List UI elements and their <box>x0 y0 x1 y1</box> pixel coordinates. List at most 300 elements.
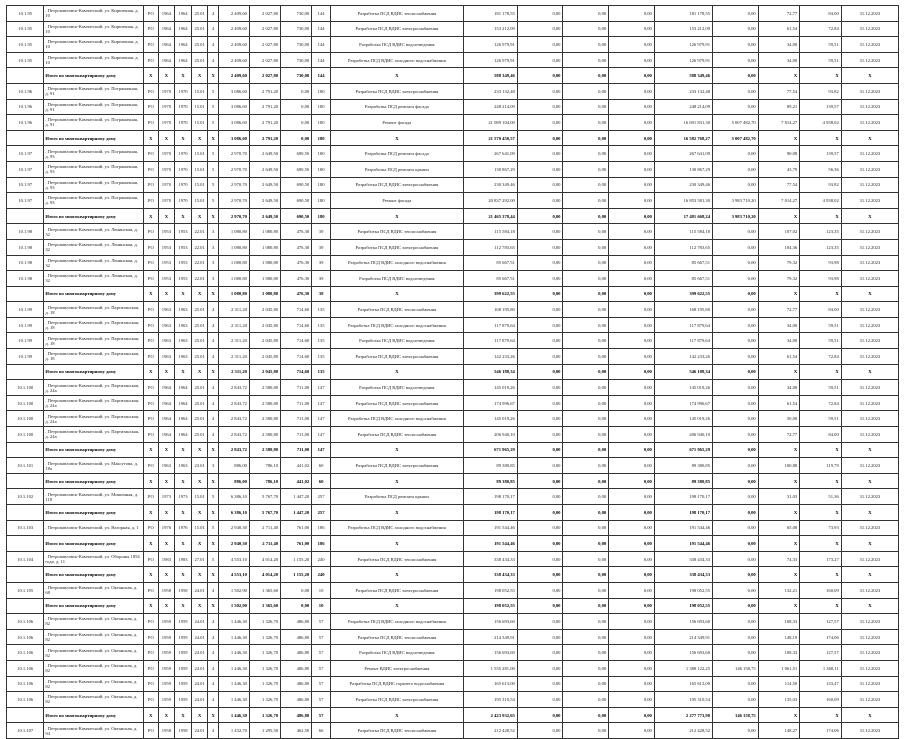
table-cell: 0,00 <box>517 37 563 53</box>
table-cell: 0,00 <box>563 208 609 224</box>
table-cell: 4 <box>208 614 218 630</box>
table-cell: 15.01 <box>191 161 208 177</box>
table-cell: 4 <box>208 349 218 365</box>
table-row <box>7 395 899 411</box>
table-cell: 1 446,30 <box>218 629 249 645</box>
table-cell: 2 580,80 <box>249 395 280 411</box>
table-cell: X <box>144 505 159 521</box>
table-cell: 1953 <box>158 271 175 287</box>
table-cell: 31.12.2023 <box>841 239 898 255</box>
table-cell: 0,00 <box>517 99 563 115</box>
table-cell: 0,00 <box>713 239 759 255</box>
table-cell: 31.12.2023 <box>841 115 898 131</box>
total-row <box>7 130 899 146</box>
table-cell: Разработка ПСД ВДИС электроснабжения <box>330 395 463 411</box>
table-cell: 0,00 <box>609 193 655 209</box>
table-cell: 59,51 <box>800 411 842 427</box>
table-cell: 61,54 <box>758 21 800 37</box>
table-cell: . Петропавловск-Камчатский, ул. Пограничная, д. 91 <box>44 115 144 131</box>
table-cell: 6 386,10 <box>218 489 249 505</box>
table-cell: Итого по многоквартирному дому <box>44 364 144 380</box>
table-cell: 0,00 <box>517 255 563 271</box>
table-cell: 198 170,17 <box>654 505 712 521</box>
table-row <box>7 161 899 177</box>
table-cell: 0,00 <box>713 83 759 99</box>
table-cell: 711,00 <box>281 380 312 396</box>
table-row <box>7 582 899 598</box>
table-cell: 486,80 <box>281 614 312 630</box>
total-row <box>7 598 899 614</box>
table-cell: Разработка ПСД ВДИС электроснабжения <box>330 177 463 193</box>
table-cell: 0,00 <box>713 567 759 583</box>
table-cell: 4 553,10 <box>218 551 249 567</box>
table-cell: 89 380,85 <box>463 473 517 489</box>
table-cell: 31.12.2023 <box>841 83 898 99</box>
table-cell: 198 052,55 <box>654 582 712 598</box>
table-cell: X <box>841 505 898 521</box>
table-cell: 59,51 <box>800 37 842 53</box>
table-cell: 690,50 <box>281 177 312 193</box>
table-cell: 0,00 <box>563 489 609 505</box>
table-cell: . Петропавловск-Камчатский, ул. Океанская, д. 82 <box>44 676 144 692</box>
table-cell: 198 170,17 <box>463 489 517 505</box>
table-cell: 17 481 668,24 <box>654 208 712 224</box>
table-cell: 0,00 <box>563 380 609 396</box>
table-cell: 144 <box>312 68 331 84</box>
table-cell: X <box>175 208 192 224</box>
table-cell <box>7 598 44 614</box>
table-cell: 0,00 <box>517 286 563 302</box>
table-cell: 0,00 <box>563 411 609 427</box>
table-cell: 0,00 <box>609 99 655 115</box>
table-cell: 2 027,80 <box>249 21 280 37</box>
table-cell: 1 326,70 <box>249 629 280 645</box>
table-cell: 10.1.100 <box>7 411 44 427</box>
table-cell: 180 <box>312 130 331 146</box>
table-cell: 23.01 <box>191 458 208 474</box>
table-cell: X <box>330 536 463 552</box>
table-cell: X <box>758 68 800 84</box>
table-cell: 15.01 <box>191 146 208 162</box>
table-cell: 1963 <box>175 302 192 318</box>
table-cell: РО <box>144 83 159 99</box>
table-cell: X <box>841 130 898 146</box>
table-cell: 25.01 <box>191 411 208 427</box>
table-cell: . Петропавловск-Камчатский, ул. Кирпичная, д. 10 <box>44 21 144 37</box>
table-cell: 3 <box>208 458 218 474</box>
table-cell: 0,00 <box>609 6 655 22</box>
table-cell: 10 <box>312 598 331 614</box>
table-cell: 3 086,60 <box>218 130 249 146</box>
table-cell: 2 311,20 <box>218 302 249 318</box>
table-cell: 5 <box>208 520 218 536</box>
table-cell: 61,54 <box>758 395 800 411</box>
table-cell: . Петропавловск-Камчатский, ул. Партизанская, д. 24а <box>44 427 144 443</box>
table-cell: 214 349,91 <box>463 629 517 645</box>
table-cell: 0,00 <box>713 99 759 115</box>
table-cell: 0,00 <box>609 458 655 474</box>
table-cell: 60 <box>312 458 331 474</box>
table-cell: 165 613,00 <box>654 676 712 692</box>
table-cell: . Петропавловск-Камчатский, ул. Партизанская, д. 24а <box>44 411 144 427</box>
table-cell: X <box>144 567 159 583</box>
table-cell: 0,00 <box>563 6 609 22</box>
table-cell: 1959 <box>175 629 192 645</box>
table-cell <box>7 567 44 583</box>
table-cell: 0,00 <box>713 692 759 708</box>
table-cell: 25.01 <box>191 37 208 53</box>
table-cell: 22.01 <box>191 271 208 287</box>
table-cell: 85 667,51 <box>463 271 517 287</box>
table-cell: 3 <box>208 255 218 271</box>
table-cell: . Петропавловск-Камчатский, ул. Пограничная, д. 93 <box>44 146 144 162</box>
table-cell: 15.01 <box>191 489 208 505</box>
table-cell: X <box>158 364 175 380</box>
table-cell: X <box>208 208 218 224</box>
table-cell: X <box>158 130 175 146</box>
table-cell: 1964 <box>158 411 175 427</box>
table-cell: 15.01 <box>191 193 208 209</box>
table-cell: Разработка ПСД ремонта фасада <box>330 146 463 162</box>
table-cell: 0,00 <box>517 161 563 177</box>
table-cell: 135 <box>312 333 331 349</box>
table-cell: 72,84 <box>800 21 842 37</box>
table-cell: 0,00 <box>713 551 759 567</box>
table-cell: 10.1.96 <box>7 99 44 115</box>
table-cell: 84,00 <box>800 302 842 318</box>
table-cell: 2 843,72 <box>218 380 249 396</box>
table-cell: 1 326,70 <box>249 614 280 630</box>
table-cell: 31.12.2023 <box>841 551 898 567</box>
table-cell: 79,32 <box>758 271 800 287</box>
table-cell: 34,00 <box>758 37 800 53</box>
table-cell: 142 233,26 <box>463 349 517 365</box>
table-cell: 2 045,80 <box>249 333 280 349</box>
table-cell: X <box>800 598 842 614</box>
table-cell: 126 979,91 <box>654 52 712 68</box>
table-cell: 191 544,46 <box>654 520 712 536</box>
table-cell: Разработка ПСД ВДИС холодного водоснабжения <box>330 255 463 271</box>
table-cell: 43,79 <box>758 161 800 177</box>
table-cell: 100,88 <box>758 458 800 474</box>
table-cell: X <box>208 536 218 552</box>
table-cell: 24.01 <box>191 723 208 739</box>
table-cell: 24.01 <box>191 676 208 692</box>
table-cell: 0,00 <box>517 208 563 224</box>
table-cell: X <box>800 208 842 224</box>
table-cell: 181 178,55 <box>463 6 517 22</box>
table-cell: 0,00 <box>517 567 563 583</box>
table-cell: 1 326,70 <box>249 676 280 692</box>
table-cell: Разработка ПСД ВДИС теплоснабжения <box>330 629 463 645</box>
table-cell: 0,00 <box>713 333 759 349</box>
table-cell: РО <box>144 676 159 692</box>
table-cell: 0,00 <box>281 582 312 598</box>
table-cell: 147 <box>312 427 331 443</box>
table-cell: 31.12.2023 <box>841 177 898 193</box>
table-cell: 690,50 <box>281 193 312 209</box>
table-cell: РО <box>144 520 159 536</box>
table-cell: 34,00 <box>758 317 800 333</box>
table-cell: 93,98 <box>800 271 842 287</box>
table-cell: 5 <box>208 177 218 193</box>
table-cell: 57 <box>312 660 331 676</box>
table-cell: Разработка ПСД ВДИС теплоснабжения <box>330 427 463 443</box>
table-cell: 714,60 <box>281 364 312 380</box>
table-cell: 2 311,20 <box>218 317 249 333</box>
table-cell: 0,00 <box>517 676 563 692</box>
total-row <box>7 286 899 302</box>
table-cell: 135 <box>312 317 331 333</box>
table-cell: X <box>175 473 192 489</box>
table-cell: 89 380,85 <box>654 473 712 489</box>
table-cell: 2 423 932,65 <box>463 707 517 723</box>
table-cell: 107,02 <box>758 224 800 240</box>
table-cell: 1 535 281,00 <box>463 660 517 676</box>
table-cell: X <box>175 130 192 146</box>
table-cell: 2 791,20 <box>249 115 280 131</box>
table-cell: 22.01 <box>191 239 208 255</box>
table-cell: X <box>330 473 463 489</box>
table-cell: РО <box>144 302 159 318</box>
table-cell: X <box>175 567 192 583</box>
table-row <box>7 224 899 240</box>
table-cell: . Петропавловск-Камчатский, ул. Кирпичная, д. 10 <box>44 37 144 53</box>
table-cell: 31.12.2023 <box>841 99 898 115</box>
table-cell: 1964 <box>175 411 192 427</box>
table-cell: РО <box>144 660 159 676</box>
table-cell <box>7 536 44 552</box>
table-cell: 0,00 <box>517 614 563 630</box>
table-row <box>7 193 899 209</box>
table-cell: 0,00 <box>517 364 563 380</box>
table-cell: 31.12.2023 <box>841 645 898 661</box>
table-row <box>7 177 899 193</box>
table-cell: . Петропавловск-Камчатский, ул. Пограничная, д. 93 <box>44 193 144 209</box>
table-cell: X <box>158 68 175 84</box>
table-row <box>7 427 899 443</box>
table-cell: 711,00 <box>281 442 312 458</box>
table-cell: 0,00 <box>563 645 609 661</box>
table-cell: 24.01 <box>191 692 208 708</box>
table-cell: 690,50 <box>281 161 312 177</box>
table-cell: 0,00 <box>713 395 759 411</box>
table-cell: 168 195,80 <box>463 302 517 318</box>
table-cell: 0,00 <box>517 723 563 739</box>
table-cell: 2 970,70 <box>218 208 249 224</box>
table-cell: 1970 <box>175 83 192 99</box>
table-cell: X <box>330 130 463 146</box>
table-cell: 10.1.100 <box>7 427 44 443</box>
table-cell: 16 582 768,27 <box>654 130 712 146</box>
table-cell: 112 783,65 <box>463 239 517 255</box>
table-cell: X <box>841 473 898 489</box>
table-cell: 1959 <box>158 676 175 692</box>
table-cell: РО <box>144 317 159 333</box>
table-cell: 0,00 <box>713 161 759 177</box>
table-cell: 0,00 <box>563 582 609 598</box>
table-cell: 0,00 <box>563 302 609 318</box>
table-cell: 0,00 <box>609 551 655 567</box>
table-cell: 206 940,10 <box>654 427 712 443</box>
table-cell: 0,00 <box>563 505 609 521</box>
table-cell: 0,00 <box>609 115 655 131</box>
table-cell: 59,51 <box>800 317 842 333</box>
table-cell: X <box>158 442 175 458</box>
table-cell: 2 311,20 <box>218 333 249 349</box>
table-cell: 50,00 <box>758 411 800 427</box>
table-cell: 0,00 <box>713 380 759 396</box>
table-cell: РО <box>144 146 159 162</box>
table-cell: 0,00 <box>517 271 563 287</box>
table-cell: 156 693,60 <box>654 645 712 661</box>
table-cell: 0,00 <box>563 707 609 723</box>
table-cell: 147 <box>312 380 331 396</box>
total-row <box>7 707 899 723</box>
table-cell: 267 641,09 <box>654 146 712 162</box>
table-cell: 2 409,60 <box>218 37 249 53</box>
table-cell: 2 649,50 <box>249 208 280 224</box>
table-cell: X <box>144 208 159 224</box>
table-cell: . Петропавловск-Камчатский, ул. Пограничная, д. 91 <box>44 83 144 99</box>
table-cell: 119,79 <box>800 458 842 474</box>
table-cell: 126 979,91 <box>654 37 712 53</box>
table-cell: 1973 <box>158 489 175 505</box>
table-cell: 0,00 <box>517 224 563 240</box>
table-cell: 135 <box>312 302 331 318</box>
table-row <box>7 676 899 692</box>
table-cell: 0,00 <box>713 349 759 365</box>
table-cell: 31.12.2023 <box>841 52 898 68</box>
table-cell: 0,00 <box>609 380 655 396</box>
table-cell: 1963 <box>158 302 175 318</box>
table-row <box>7 660 899 676</box>
table-cell: 2 649,50 <box>249 193 280 209</box>
table-cell: 2 649,50 <box>249 161 280 177</box>
table-cell: Разработка ПСД ВДИС теплоснабжения <box>330 6 463 22</box>
table-cell: 1963 <box>175 349 192 365</box>
table-cell: 127,57 <box>800 614 842 630</box>
table-cell: X <box>191 130 208 146</box>
table-cell: 10.1.103 <box>7 520 44 536</box>
table-cell: 21 089 104,00 <box>463 115 517 131</box>
table-cell: 5 007 482,70 <box>713 130 759 146</box>
document-page <box>6 5 899 739</box>
table-cell: X <box>191 707 208 723</box>
table-cell: 59,51 <box>800 52 842 68</box>
table-cell: 240 <box>312 551 331 567</box>
table-cell: 0,00 <box>563 723 609 739</box>
table-row <box>7 302 899 318</box>
table-cell: 0,00 <box>713 302 759 318</box>
table-cell: 257 <box>312 489 331 505</box>
table-cell: 3 983 710,20 <box>713 208 759 224</box>
table-cell: 39 <box>312 255 331 271</box>
table-cell: 714,60 <box>281 302 312 318</box>
table-cell: Ремонт фасада <box>330 193 463 209</box>
table-cell: 2 409,60 <box>218 6 249 22</box>
table-cell: 4 <box>208 692 218 708</box>
table-cell: 31.12.2023 <box>841 395 898 411</box>
table-cell: . Петропавловск-Камчатский, ул. Океанская, д. 82 <box>44 660 144 676</box>
table-cell: 0,00 <box>517 177 563 193</box>
table-cell: 1 446,30 <box>218 707 249 723</box>
table-cell: 156 693,60 <box>463 614 517 630</box>
table-cell: 0,00 <box>517 6 563 22</box>
table-cell: 20 837 292,00 <box>463 193 517 209</box>
table-cell: 1 446,30 <box>218 692 249 708</box>
table-cell: 486,80 <box>281 707 312 723</box>
table-row <box>7 6 899 22</box>
table-cell: 72,84 <box>800 349 842 365</box>
table-cell: X <box>175 598 192 614</box>
table-cell: X <box>158 473 175 489</box>
table-cell <box>7 68 44 84</box>
table-cell: РО <box>144 427 159 443</box>
table-cell: 1970 <box>158 115 175 131</box>
table-cell: 114,50 <box>758 676 800 692</box>
table-cell: 3 086,60 <box>218 83 249 99</box>
table-cell: 671 965,29 <box>463 442 517 458</box>
table-cell: X <box>841 286 898 302</box>
table-cell: 10.1.99 <box>7 317 44 333</box>
table-cell: X <box>758 442 800 458</box>
table-cell: Разработка ПСД ВДИС водоотведения <box>330 645 463 661</box>
table-cell: РО <box>144 255 159 271</box>
table-cell: 1964 <box>158 21 175 37</box>
table-cell: X <box>758 707 800 723</box>
table-cell: 0,00 <box>609 161 655 177</box>
table-row <box>7 411 899 427</box>
table-cell: 0,00 <box>713 427 759 443</box>
table-cell: . Петропавловск-Камчатский, ул. Кирпичная, д. 10 <box>44 52 144 68</box>
table-cell: 0,00 <box>517 645 563 661</box>
table-cell: 441,02 <box>281 473 312 489</box>
table-cell: 16 853 581,30 <box>654 193 712 209</box>
table-cell: 174,06 <box>800 629 842 645</box>
table-cell: 22.01 <box>191 255 208 271</box>
table-cell: РО <box>144 21 159 37</box>
table-cell: 714,60 <box>281 349 312 365</box>
table-cell: 10 <box>312 582 331 598</box>
table-cell: 1964 <box>158 52 175 68</box>
table-cell: 0,00 <box>609 567 655 583</box>
table-cell: X <box>758 536 800 552</box>
table-cell: 2 843,72 <box>218 442 249 458</box>
table-cell: Итого по многоквартирному дому <box>44 208 144 224</box>
table-cell: 0,00 <box>517 130 563 146</box>
table-cell: X <box>800 505 842 521</box>
table-cell: 0,00 <box>609 37 655 53</box>
table-cell: 0,00 <box>517 411 563 427</box>
table-cell: РО <box>144 395 159 411</box>
table-cell: 168 195,80 <box>654 302 712 318</box>
table-cell: X <box>800 536 842 552</box>
table-cell: 4 <box>208 676 218 692</box>
table-cell: 0,00 <box>517 193 563 209</box>
table-cell: 72,77 <box>758 302 800 318</box>
table-cell: 2 027,80 <box>249 68 280 84</box>
table-cell: 0,00 <box>609 317 655 333</box>
table-cell: Итого по многоквартирному дому <box>44 598 144 614</box>
table-cell: X <box>800 567 842 583</box>
table-cell: 25.01 <box>191 52 208 68</box>
table-cell: 761,00 <box>281 520 312 536</box>
table-cell: 0,00 <box>563 349 609 365</box>
table-cell: Разработка ПСД ВДИС водоотведения <box>330 271 463 287</box>
table-cell: 25.01 <box>191 349 208 365</box>
table-cell: 1 360,11 <box>800 660 842 676</box>
